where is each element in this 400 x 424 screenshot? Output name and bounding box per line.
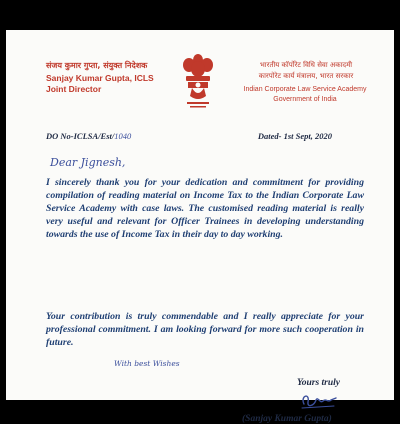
academy-english-line: Indian Corporate Law Service Academy bbox=[243, 86, 367, 93]
letter-date: Dated- 1st Sept, 2020 bbox=[257, 131, 332, 141]
salutation: Dear Jignesh, bbox=[50, 156, 126, 169]
academy-hindi-line: भारतीय कॉर्पोरेट विधि सेवा अकादमी bbox=[259, 61, 353, 69]
government-english-line: Government of India bbox=[273, 96, 337, 103]
ministry-hindi-line: कारपोरेट कार्य मंत्रालय, भारत सरकार bbox=[258, 72, 354, 80]
body-paragraph-1: I sincerely thank you for your dedication and commitment for providing compilation of reading material on Income Tax to the Indian Corporate Law Service Academy with case laws. The customised reading material is really very useful and relevant for Officer Trainees in developing understanding towards the use of Income Tax in their day to day working. bbox=[46, 177, 364, 240]
body-paragraph-2: Your contribution is truly commendable and I really appreciate for your professional commitment. I am looking forward for more such cooperation in future. bbox=[46, 311, 364, 348]
designation: Joint Director bbox=[46, 84, 102, 94]
name-hindi: संजय कुमार गुप्ता, संयुक्त निदेशक bbox=[46, 61, 148, 70]
signature-icon bbox=[296, 388, 340, 412]
signatory-name: (Sanjay Kumar Gupta) bbox=[242, 414, 332, 424]
academy-english bbox=[230, 85, 380, 105]
doc-number-handwritten: 1040 bbox=[114, 131, 132, 141]
doc-number-printed: DO No-ICLSA/Est/ bbox=[46, 131, 115, 141]
doc-number bbox=[46, 131, 131, 141]
handwritten-regards: With best Wishes bbox=[114, 359, 180, 368]
national-emblem-icon bbox=[178, 52, 218, 110]
closing: Yours truly bbox=[296, 378, 340, 388]
academy-hindi bbox=[236, 60, 376, 82]
letter-page bbox=[6, 30, 394, 424]
name-english: Sanjay Kumar Gupta, ICLS bbox=[46, 73, 154, 83]
